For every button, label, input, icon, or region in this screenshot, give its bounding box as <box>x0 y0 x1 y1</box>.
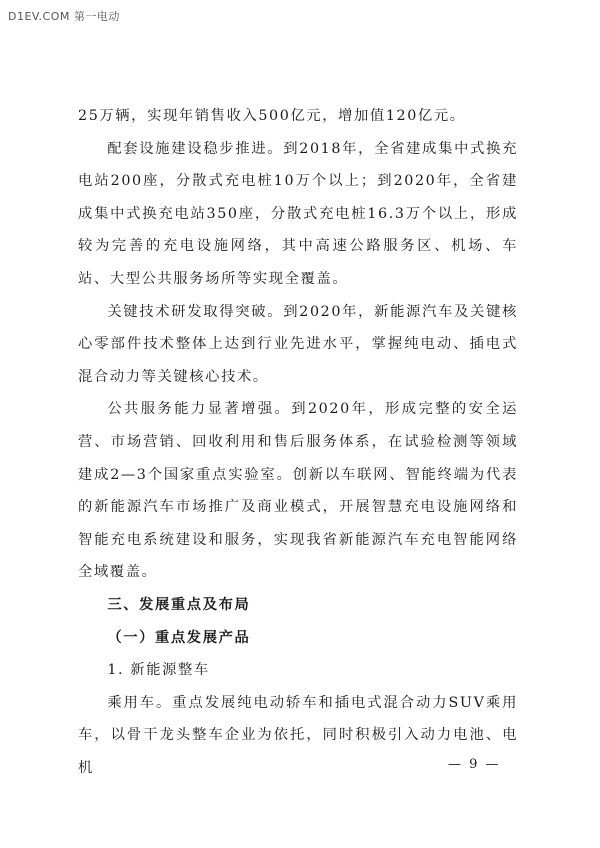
page-number: — 9 — <box>448 757 501 772</box>
paragraph-public-service: 公共服务能力显著增强。到2020年，形成完整的安全运营、市场营销、回收利用和售后服务体系，在试验检测等领域建成2—3个国家重点实验室。创新以车联网、智能终端为代表的新能源汽车市场推广及商业模式，开展智慧充电设施网络和智能充电系统建设和服务，实现我省新能源汽车充电智能网络全域覆盖。 <box>78 401 518 581</box>
site-watermark: D1EV.COM 第一电动 <box>8 10 120 23</box>
subsection-heading: （一）重点发展产品 <box>107 629 251 646</box>
paragraph-passenger-vehicles: 乘用车。重点发展纯电动轿车和插电式混合动力SUV乘用车，以骨干龙头整车企业为依托，同时积极引入动力电池、电机 <box>78 694 518 776</box>
paragraph-charging-facilities: 配套设施建设稳步推进。到2018年，全省建成集中式换充电站200座，分散式充电桩10万个以上；到2020年，全省建成集中式换充电站350座，分散式充电桩16.3万个以上，形成较为完善的充电设施网络，其中高速公路服务区、机场、车站、大型公共服务场所等实现全覆盖。 <box>78 140 518 287</box>
document-body <box>78 100 518 784</box>
item-heading: 1. 新能源整车 <box>107 662 210 679</box>
section-heading: 三、发展重点及布局 <box>107 596 251 613</box>
paragraph-sales-revenue: 25万辆，实现年销售收入500亿元，增加值120亿元。 <box>78 108 466 124</box>
paragraph-key-technology: 关键技术研发取得突破。到2020年，新能源汽车及关键核心零部件技术整体上达到行业先进水平，掌握纯电动、插电式混合动力等关键核心技术。 <box>78 303 518 385</box>
